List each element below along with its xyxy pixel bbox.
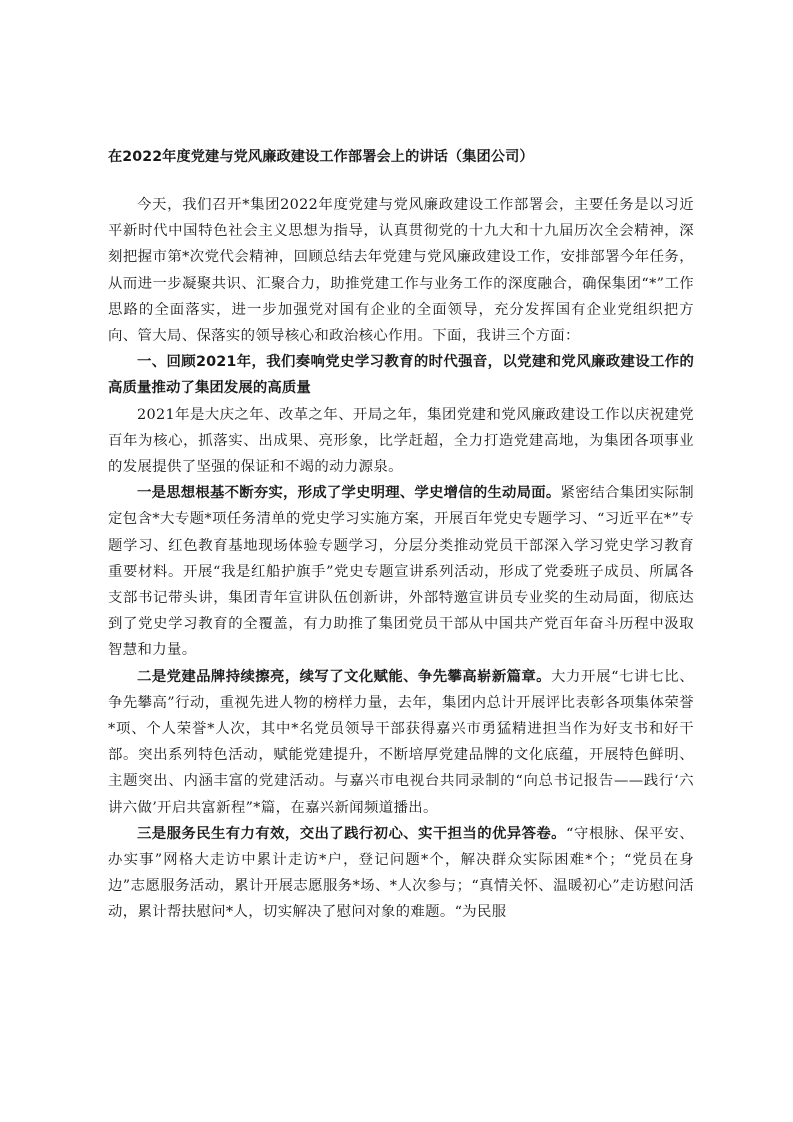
document-title: 在2022年度党建与党风廉政建设工作部署会上的讲话（集团公司） bbox=[108, 149, 534, 165]
section-summary: 2021年是大庆之年、改革之年、开局之年，集团党建和党风廉政建设工作以庆祝建党百年为核心，抓落实、出成果、亮形象，比学赶超，全力打造党建高地，为集团各项事业的发展提供了坚强的保证和不竭的动力源泉。 bbox=[108, 406, 694, 476]
intro-paragraph: 今天，我们召开*集团2022年度党建与党风廉政建设工作部署会，主要任务是以习近平新时代中国特色社会主义思想为指导，认真贯彻党的十九大和十九届历次全会精神，深刻把握市第*次党代会精神，回顾总结去年党建与党风廉政建设工作，安排部署今年任务，从而进一步凝聚共识、汇聚合力，助推党建工作与业务工作的深度融合，确保集团“*”工作思路的全面落实，进一步加强党对国有企业的全面领导，充分发挥国有企业党组织把方向、管大局、保落实的领导核心和政治核心作用。下面，我讲三个方面： bbox=[108, 197, 694, 345]
point-paragraph bbox=[108, 664, 694, 821]
section-heading: 一、回顾2021年，我们奏响党史学习教育的时代强音，以党建和党风廉政建设工作的高质量推动了集团发展的高质量 bbox=[108, 354, 694, 397]
point-text: 大力开展“七讲七比、争先攀高”行动，重视先进人物的榜样力量，去年，集团内总计开展评比表彰各项集体荣誉*项、个人荣誉*人次，其中*名党员领导干部获得嘉兴市勇猛精进担当作为好支书和好干部。突出系列特色活动，赋能党建提升，不断培厚党建品牌的文化底蕴，开展特色鲜明、主题突出、内涵丰富的党建活动。与嘉兴市电视台共同录制的“向总书记报告——践行‘六讲六做’开启共富新程”*篇，在嘉兴新闻频道播出。 bbox=[108, 668, 695, 816]
point-lead: 一是思想根基不断夯实，形成了学史明理、学史增信的生动局面。 bbox=[137, 485, 561, 502]
point-text: 紧密结合集团实际制定包含*大专题*项任务清单的党史学习实施方案，开展百年党史专题学习、“习近平在*”专题学习、红色教育基地现场体验专题学习，分层分类推动党员干部深入学习党史学习教育重要材料。开展“我是红船护旗手”党史专题宣讲系列活动，形成了党委班子成员、所属各支部书记带头讲，集团青年宣讲队伍创新讲，外部特邀宣讲员专业奖的生动局面，彻底达到了党史学习教育的全覆盖，有力助推了集团党员干部从中国共产党百年奋斗历程中汲取智慧和力量。 bbox=[108, 485, 695, 659]
point-paragraph bbox=[108, 480, 694, 663]
point-lead: 二是党建品牌持续擦亮，续写了文化赋能、争先攀高崭新篇章。 bbox=[137, 668, 551, 685]
document-body bbox=[108, 192, 694, 926]
point-text: “守根脉、保平安、办实事”网格大走访中累计走访*户，登记问题*个，解决群众实际困难*个；“党员在身边”志愿服务活动，累计开展志愿服务*场、*人次参与；“真情关怀、温暖初心”走访慰问活动，累计帮扶慰问*人，切实解决了慰问对象的难题。“为民服 bbox=[108, 825, 694, 921]
point-lead: 三是服务民生有力有效，交出了践行初心、实干担当的优异答卷。 bbox=[137, 825, 566, 842]
point-paragraph bbox=[108, 821, 694, 926]
